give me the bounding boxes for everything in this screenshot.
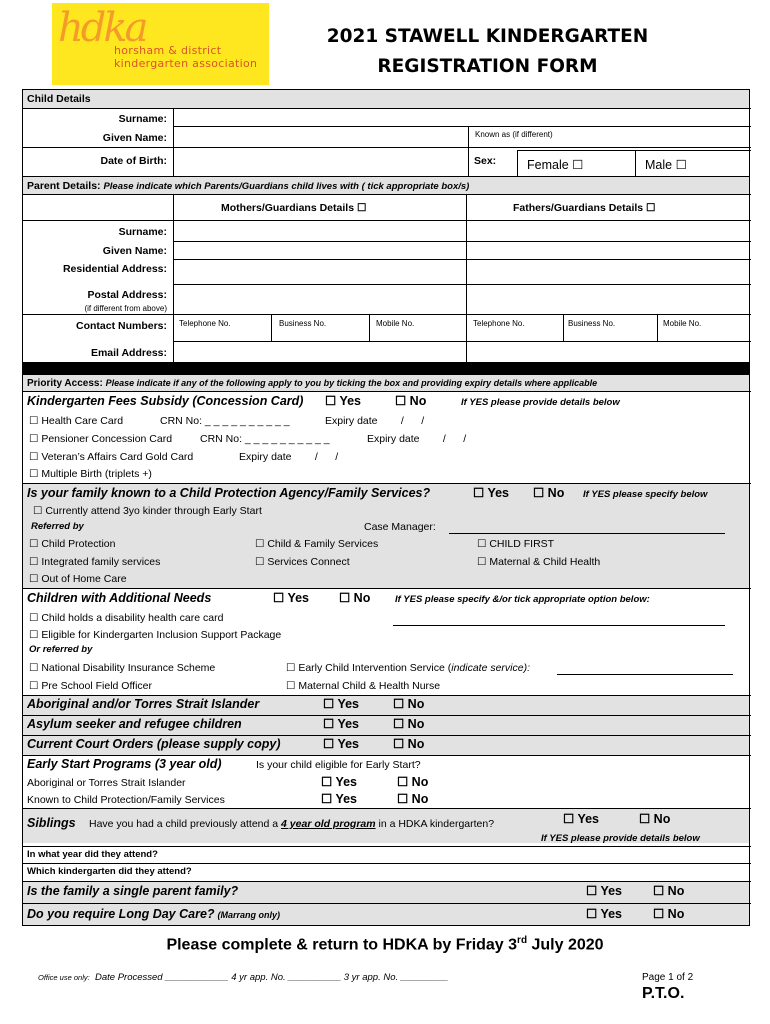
siblings-question-row [89,817,494,831]
logo-line2: kindergarten association [114,57,258,70]
ldc-question-row [27,907,280,922]
return-instruction [0,935,770,954]
cp-case-manager: Case Manager: [364,521,436,533]
parent-surname-label: Surname: [118,226,167,238]
needs-kisp[interactable]: ☐ Eligible for Kindergarten Inclusion Support Package [29,629,282,641]
sex-label: Sex: [474,155,497,167]
mother-mobile: Mobile No. [376,319,415,328]
needs-ecis-note: indicate service): [451,662,531,674]
cp-child-protection[interactable]: ☐ Child Protection [29,538,116,550]
needs-or-referred: Or referred by [29,644,93,655]
mother-telephone: Telephone No. [179,319,231,328]
mother-business: Business No. [279,319,327,328]
form-title [290,22,685,82]
footer-text: Please complete & return to HDKA by Friday 3 [166,936,518,954]
pensioner-card[interactable]: ☐ Pensioner Concession Card [29,433,173,445]
early-aboriginal-no[interactable]: ☐ No [397,775,429,789]
footer-text2: July 2020 [527,936,604,954]
early-start-heading: Early Start Programs (3 year old) [27,757,222,771]
early-cp-no[interactable]: ☐ No [397,792,429,806]
court-no[interactable]: ☐ No [393,737,425,751]
section-divider [23,362,749,374]
residential-label: Residential Address: [62,263,167,275]
pto: P.T.O. [642,985,685,1002]
ldc-question: Do you require Long Day Care? [27,907,215,921]
needs-ecis-row[interactable] [286,661,530,675]
siblings-q1: Have you had a child previously attend a [89,818,282,830]
cp-yes[interactable]: ☐ Yes [473,486,510,500]
siblings-heading: Siblings [27,816,76,830]
needs-if-yes: If YES please specify &/or tick appropriate option below: [395,594,650,605]
child-given-label: Given Name: [102,132,167,144]
cp-question: Is your family known to a Child Protection Agency/Family Services? [27,486,431,500]
contact-label: Contact Numbers: [75,320,167,332]
registration-form [22,89,750,926]
siblings-which: Which kindergarten did they attend? [27,866,192,877]
ldc-note: (Marrang only) [217,910,280,920]
cp-early-start[interactable]: ☐ Currently attend 3yo kinder through Early Start [33,505,262,517]
footer-sup: rd [517,935,528,946]
cp-no[interactable]: ☐ No [533,486,565,500]
cp-child-family[interactable]: ☐ Child & Family Services [255,538,379,550]
priority-note: Please indicate if any of the following apply to you by ticking the box and providing expiry details where applicable [105,378,598,388]
early-start-question: Is your child eligible for Early Start? [256,759,421,771]
office-use [38,972,448,983]
needs-ecis[interactable]: ☐ Early Child Intervention Service ( [286,662,452,674]
parent-heading: Parent Details: [27,180,101,192]
single-parent-question: Is the family a single parent family? [27,884,239,898]
office-label: Office use only: [38,973,90,982]
postal-note: (if different from above) [84,304,167,313]
aboriginal-question: Aboriginal and/or Torres Strait Islander [27,697,260,711]
ldc-no[interactable]: ☐ No [653,907,685,921]
single-parent-yes[interactable]: ☐ Yes [586,884,623,898]
court-yes[interactable]: ☐ Yes [323,737,360,751]
parent-note: Please indicate which Parents/Guardians child lives with ( tick appropriate box/s) [103,181,470,192]
cp-integrated[interactable]: ☐ Integrated family services [29,556,161,568]
logo-mark: hdka [58,5,146,51]
father-telephone: Telephone No. [473,319,525,328]
known-as-label: Known as (if different) [475,130,553,139]
needs-psfo[interactable]: ☐ Pre School Field Officer [29,680,153,692]
child-surname-label: Surname: [118,113,167,125]
veterans-card[interactable]: ☐ Veteran’s Affairs Card Gold Card [29,451,194,463]
siblings-q2: in a HDKA kindergarten? [375,818,495,830]
needs-mchn[interactable]: ☐ Maternal Child & Health Nurse [286,680,441,692]
aboriginal-yes[interactable]: ☐ Yes [323,697,360,711]
health-care-card[interactable]: ☐ Health Care Card [29,415,124,427]
hdka-logo [52,3,269,85]
office-text: Date Processed ____________ 4 yr app. No. __________ 3 yr app. No. _________ [94,972,449,983]
cp-maternal[interactable]: ☐ Maternal & Child Health [477,556,601,568]
father-mobile: Mobile No. [663,319,702,328]
hcc-expiry: Expiry date / / [325,415,425,427]
priority-heading: Priority Access: [27,378,103,389]
needs-ndis[interactable]: ☐ National Disability Insurance Scheme [29,662,216,674]
logo-line1: horsham & district [114,44,222,57]
male-checkbox[interactable]: Male ☐ [645,158,687,172]
mothers-checkbox[interactable]: Mothers/Guardians Details ☐ [221,202,367,214]
father-business: Business No. [568,319,616,328]
early-start-aboriginal: Aboriginal or Torres Strait Islander [27,777,186,789]
early-start-cp: Known to Child Protection/Family Services [27,794,225,806]
hcc-crn: CRN No: _ _ _ _ _ _ _ _ _ _ [160,415,290,427]
needs-heading: Children with Additional Needs [27,591,212,605]
subsidy-heading: Kindergarten Fees Subsidy (Concession Card) [27,394,304,408]
priority-heading-row [27,376,597,391]
fathers-checkbox[interactable]: Fathers/Guardians Details ☐ [513,202,656,214]
subsidy-yes[interactable]: ☐ Yes [325,394,362,408]
asylum-question: Asylum seeker and refugee children [27,717,242,731]
early-cp-yes[interactable]: ☐ Yes [321,792,358,806]
ldc-yes[interactable]: ☐ Yes [586,907,623,921]
postal-label: Postal Address: [87,289,167,301]
multiple-birth[interactable]: ☐ Multiple Birth (triplets +) [29,468,152,480]
dob-label: Date of Birth: [100,155,167,167]
siblings-yes[interactable]: ☐ Yes [563,812,600,826]
cp-child-first[interactable]: ☐ CHILD FIRST [477,538,555,550]
cp-services-connect[interactable]: ☐ Services Connect [255,556,350,568]
needs-yes[interactable]: ☐ Yes [273,591,310,605]
early-aboriginal-yes[interactable]: ☐ Yes [321,775,358,789]
siblings-if-yes: If YES please provide details below [541,833,700,844]
cp-referred-by: Referred by [31,521,84,532]
subsidy-if-yes: If YES please provide details below [461,397,620,408]
subsidy-no[interactable]: ☐ No [395,394,427,408]
page-number: Page 1 of 2 [642,972,694,983]
title-line1: 2021 STAWELL KINDERGARTEN [326,26,649,47]
asylum-no[interactable]: ☐ No [393,717,425,731]
siblings-no[interactable]: ☐ No [639,812,671,826]
siblings-year: In what year did they attend? [27,849,158,860]
dva-expiry: Expiry date / / [239,451,339,463]
pcc-crn: CRN No: _ _ _ _ _ _ _ _ _ _ [200,433,330,445]
asylum-yes[interactable]: ☐ Yes [323,717,360,731]
siblings-q-underlined: 4 year old program [281,818,376,830]
cp-if-yes: If YES please specify below [583,489,708,500]
cp-out-of-home[interactable]: ☐ Out of Home Care [29,573,127,585]
needs-disability-card[interactable]: ☐ Child holds a disability health care card [29,612,224,624]
needs-no[interactable]: ☐ No [339,591,371,605]
pcc-expiry: Expiry date / / [367,433,467,445]
child-band [23,90,749,108]
parent-heading-row [27,179,469,194]
title-line2: REGISTRATION FORM [377,56,598,77]
email-label: Email Address: [90,347,167,359]
single-parent-no[interactable]: ☐ No [653,884,685,898]
female-checkbox[interactable]: Female ☐ [527,158,584,172]
court-question: Current Court Orders (please supply copy) [27,737,281,751]
parent-given-label: Given Name: [102,245,167,257]
aboriginal-no[interactable]: ☐ No [393,697,425,711]
child-heading: Child Details [27,93,91,105]
